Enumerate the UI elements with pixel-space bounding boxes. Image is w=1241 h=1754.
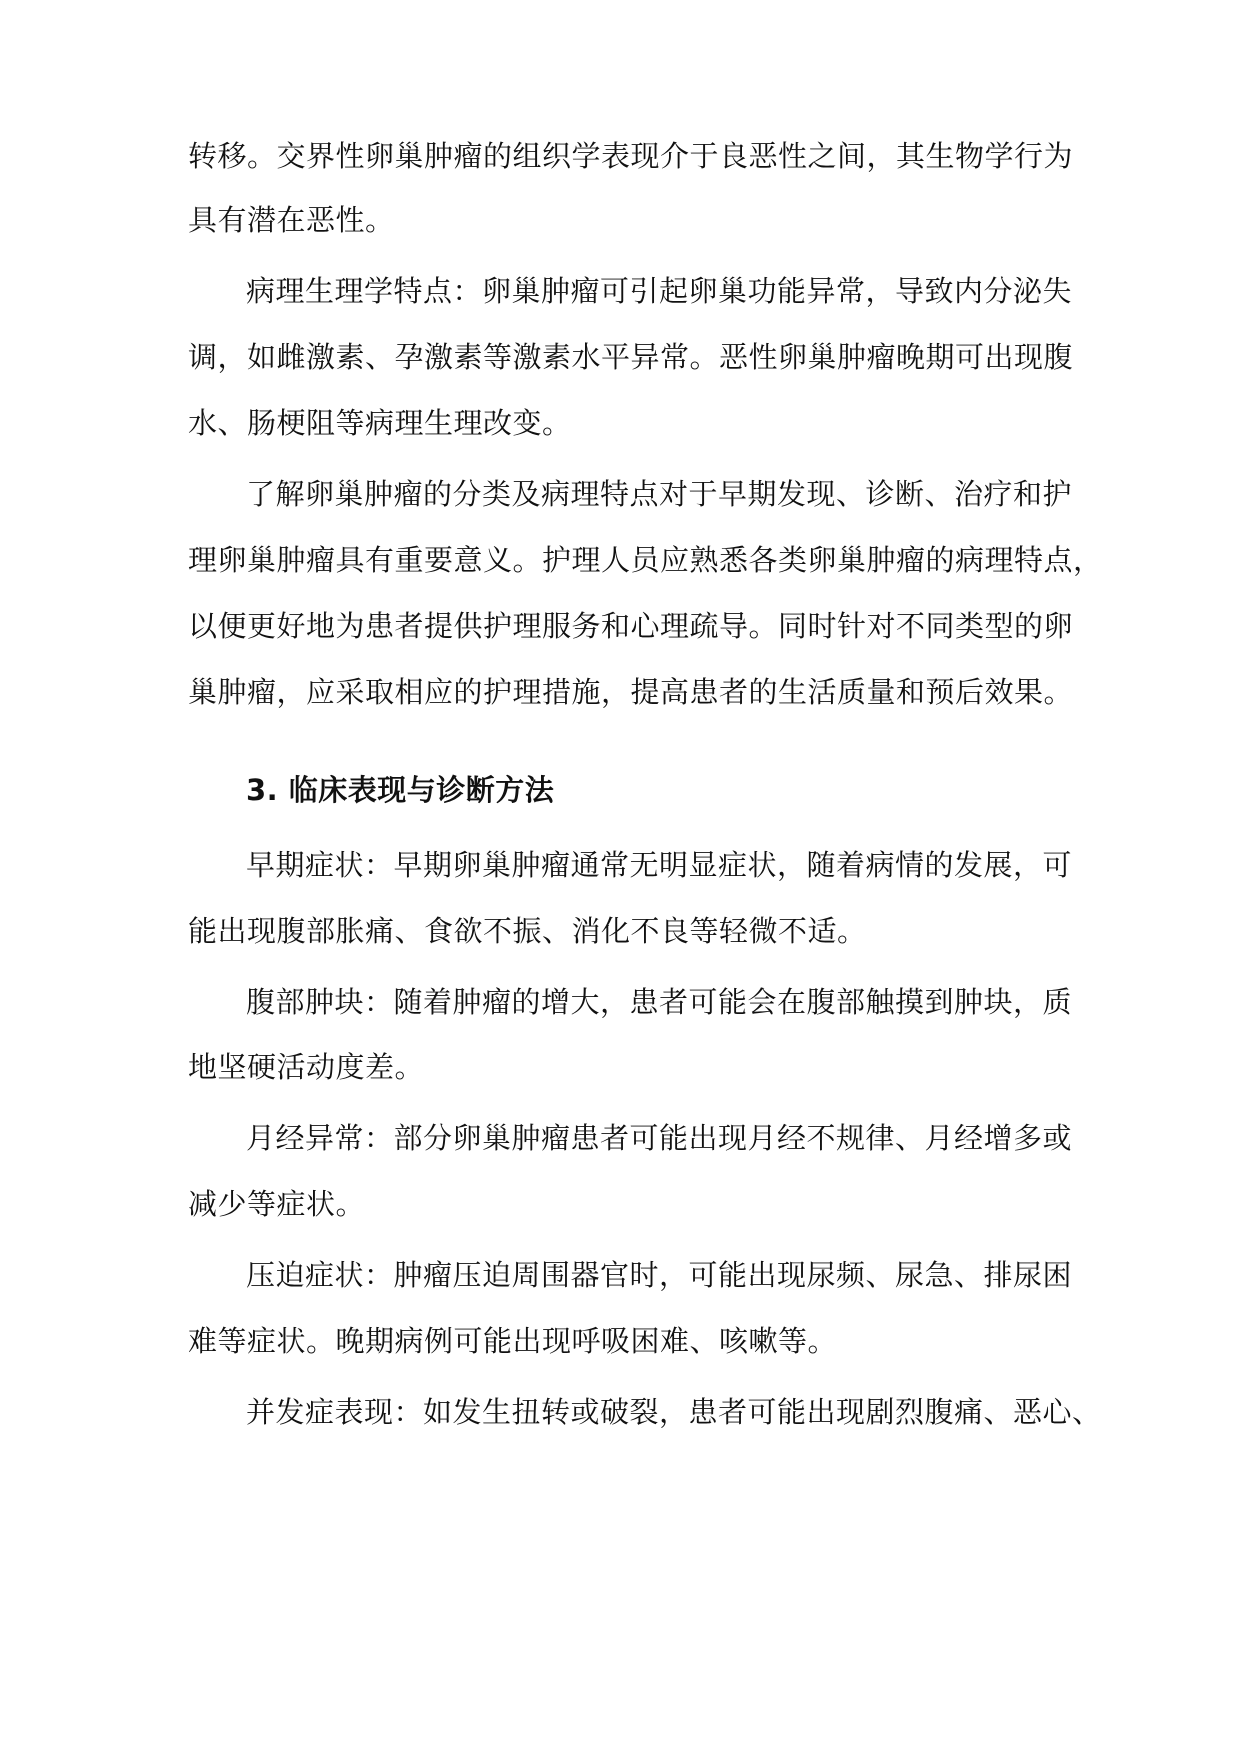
paragraph-line: 地坚硬活动度差。: [188, 1050, 425, 1084]
paragraph-line: 理卵巢肿瘤具有重要意义。护理人员应熟悉各类卵巢肿瘤的病理特点，: [188, 543, 1103, 577]
paragraph-line: 压迫症状：肿瘤压迫周围器官时，可能出现尿频、尿急、排尿困: [246, 1258, 1073, 1292]
paragraph-line: 难等症状。晚期病例可能出现呼吸困难、咳嗽等。: [188, 1324, 838, 1358]
paragraph-line: 腹部肿块：随着肿瘤的增大，患者可能会在腹部触摸到肿块，质: [246, 985, 1073, 1019]
paragraph-line: 以便更好地为患者提供护理服务和心理疏导。同时针对不同类型的卵: [188, 609, 1074, 643]
paragraph-line: 病理生理学特点：卵巢肿瘤可引起卵巢功能异常，导致内分泌失: [246, 274, 1073, 308]
paragraph-line: 减少等症状。: [188, 1187, 366, 1221]
paragraph-line: 具有潜在恶性。: [188, 203, 395, 237]
paragraph-line: 调，如雌激素、孕激素等激素水平异常。恶性卵巢肿瘤晚期可出现腹: [188, 340, 1074, 374]
paragraph-line: 了解卵巢肿瘤的分类及病理特点对于早期发现、诊断、治疗和护: [246, 477, 1073, 511]
paragraph-line: 巢肿瘤，应采取相应的护理措施，提高患者的生活质量和预后效果。: [188, 675, 1074, 709]
paragraph-line: 早期症状：早期卵巢肿瘤通常无明显症状，随着病情的发展，可: [246, 848, 1073, 882]
section-heading: 3. 临床表现与诊断方法: [246, 773, 555, 807]
paragraph-line: 月经异常：部分卵巢肿瘤患者可能出现月经不规律、月经增多或: [246, 1121, 1073, 1155]
paragraph-line: 转移。交界性卵巢肿瘤的组织学表现介于良恶性之间，其生物学行为: [188, 139, 1074, 173]
paragraph-line: 并发症表现：如发生扭转或破裂，患者可能出现剧烈腹痛、恶心、: [246, 1395, 1102, 1429]
paragraph-line: 水、肠梗阻等病理生理改变。: [188, 406, 572, 440]
paragraph-line: 能出现腹部胀痛、食欲不振、消化不良等轻微不适。: [188, 914, 867, 948]
